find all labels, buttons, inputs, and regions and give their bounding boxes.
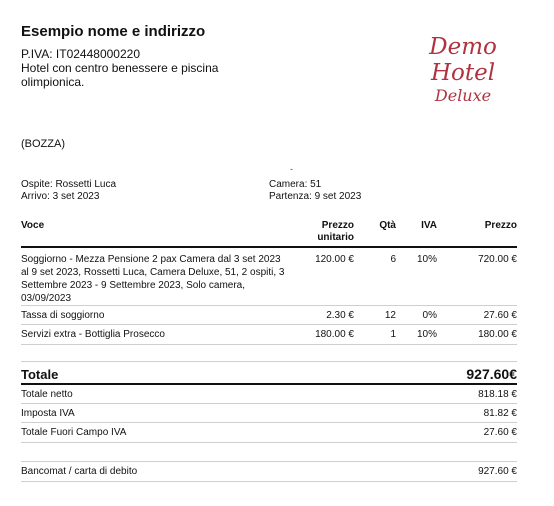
- row-qty: 12: [384, 310, 396, 321]
- row-unit-price: 180.00 €: [315, 329, 354, 340]
- header-vat: IVA: [421, 220, 437, 231]
- row-qty: 1: [390, 329, 396, 340]
- payment-bottom-rule: [21, 481, 517, 482]
- header-rule: [21, 246, 517, 248]
- total-label: Totale: [21, 367, 59, 382]
- row-price: 27.60 €: [483, 310, 517, 321]
- total-rule: [21, 383, 517, 385]
- hotel-description: Hotel con centro benessere e piscina olimpionica.: [21, 61, 219, 89]
- row-qty: 6: [390, 254, 396, 265]
- logo-line-1: Demo: [429, 34, 497, 60]
- row-vat: 0%: [422, 310, 437, 321]
- room-number: Camera: 51: [269, 179, 322, 190]
- totals-divider: [21, 403, 517, 404]
- row-vat: 10%: [416, 329, 437, 340]
- payment-method: Bancomat / carta di debito: [21, 466, 138, 477]
- vat-tax-value: 81.82 €: [483, 408, 517, 419]
- row-unit-price: 120.00 €: [315, 254, 354, 265]
- row-item: Tassa di soggiorno: [21, 310, 105, 321]
- net-total-value: 818.18 €: [478, 389, 517, 400]
- separator-dash: -: [290, 164, 293, 174]
- header-unit-price: Prezzo unitario: [317, 220, 354, 243]
- header-item: Voce: [21, 220, 45, 231]
- row-item: Soggiorno - Mezza Pensione 2 pax Camera dal 3 set 2023 al 9 set 2023, Rossetti Luca, Camera Deluxe, 51, 2 ospiti, 3 Settembre 2023 - 9 Settembre 2023, Solo camera, 03/09/2023: [21, 254, 285, 304]
- totals-top-rule: [21, 361, 517, 362]
- header-price: Prezzo: [484, 220, 517, 231]
- row-vat: 10%: [416, 254, 437, 265]
- totals-divider: [21, 422, 517, 423]
- out-of-scope-vat-value: 27.60 €: [483, 427, 517, 438]
- total-value: 927.60€: [466, 366, 517, 382]
- out-of-scope-vat-label: Totale Fuori Campo IVA: [21, 427, 127, 438]
- logo-line-2: Hotel: [430, 60, 496, 86]
- hotel-logo: [420, 34, 506, 106]
- arrival-date: Arrivo: 3 set 2023: [21, 191, 100, 202]
- row-price: 720.00 €: [478, 254, 517, 265]
- row-item: Servizi extra - Bottiglia Prosecco: [21, 329, 165, 340]
- row-price: 180.00 €: [478, 329, 517, 340]
- totals-divider: [21, 442, 517, 443]
- payment-top-rule: [21, 461, 517, 462]
- vat-id: P.IVA: IT02448000220: [21, 47, 140, 61]
- payment-amount: 927.60 €: [478, 466, 517, 477]
- row-divider: [21, 344, 517, 345]
- hotel-name: Esempio nome e indirizzo: [21, 23, 206, 40]
- guest-name: Ospite: Rossetti Luca: [21, 179, 117, 190]
- vat-tax-label: Imposta IVA: [21, 408, 75, 419]
- row-divider: [21, 305, 517, 306]
- net-total-label: Totale netto: [21, 389, 73, 400]
- draft-status: (BOZZA): [21, 138, 65, 150]
- row-divider: [21, 324, 517, 325]
- logo-line-3: Deluxe: [434, 86, 492, 105]
- departure-date: Partenza: 9 set 2023: [269, 191, 362, 202]
- row-unit-price: 2.30 €: [326, 310, 354, 321]
- header-qty: Qtà: [379, 220, 396, 231]
